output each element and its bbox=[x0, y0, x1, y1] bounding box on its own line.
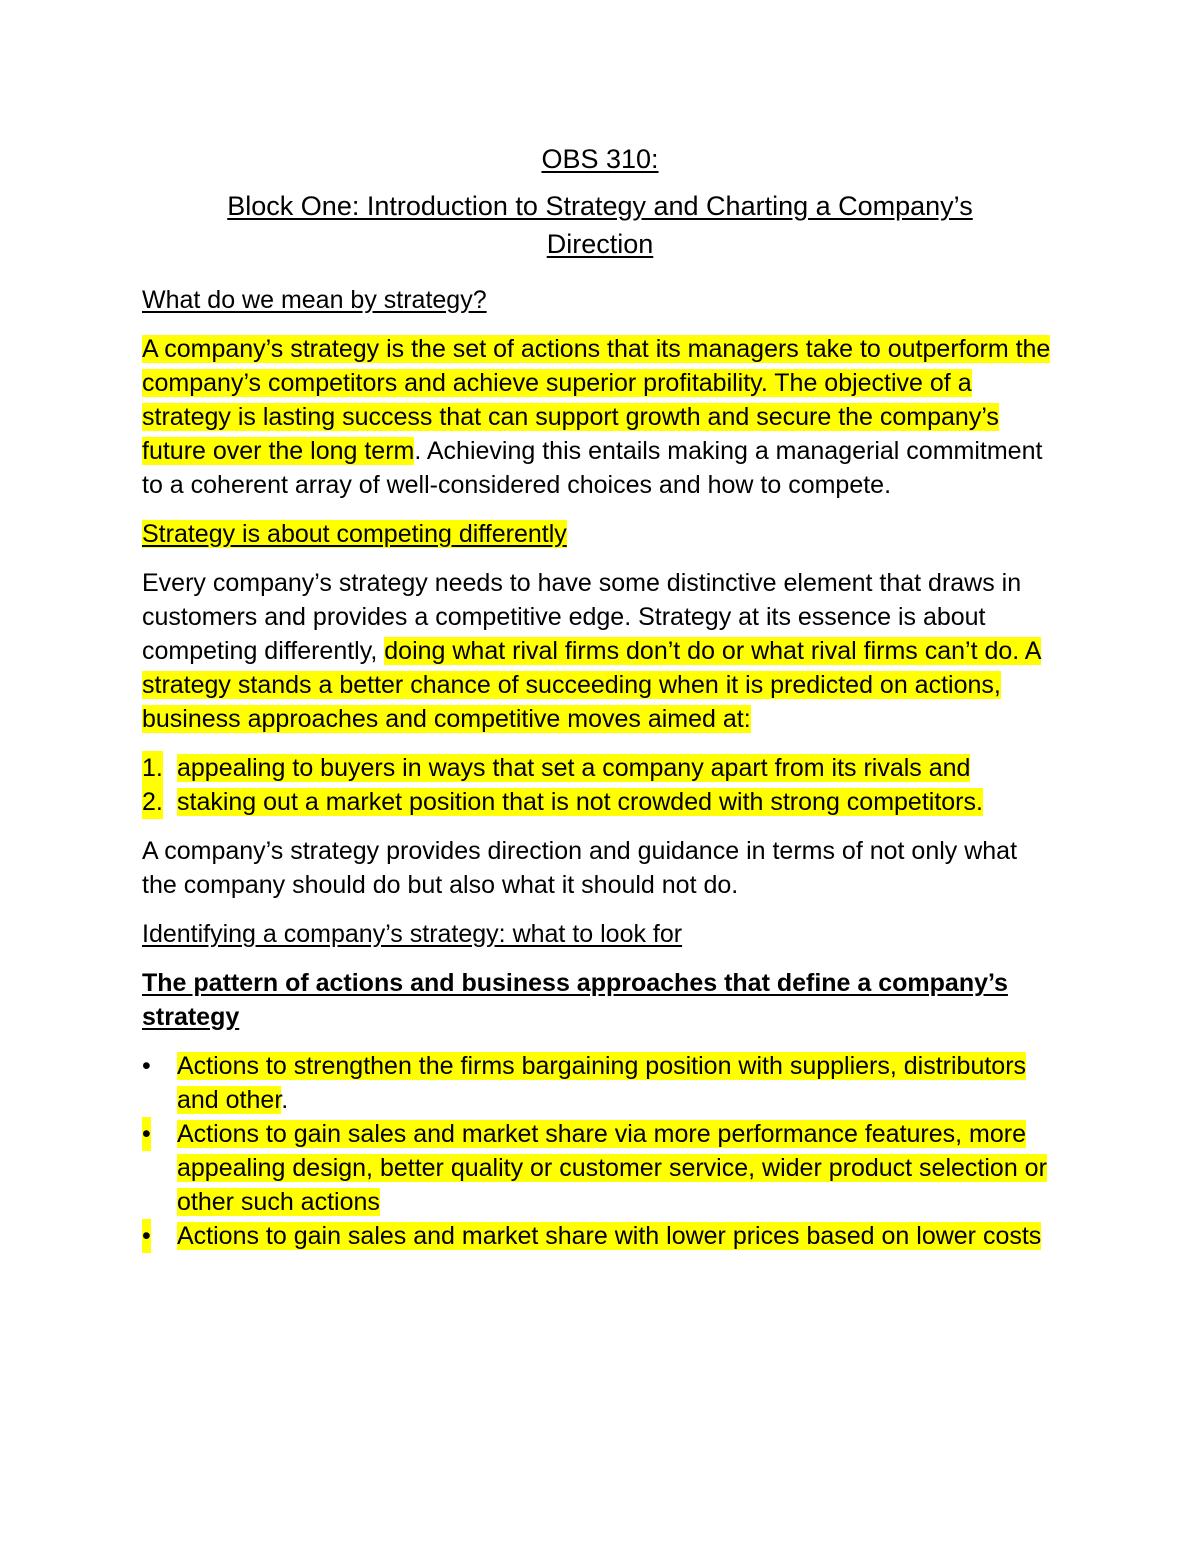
list-item bbox=[142, 785, 1058, 819]
list-item-text: Actions to gain sales and market share via more performance features, more appealing design, better quality or customer service, wider product selection or other such actions bbox=[177, 1120, 1047, 1216]
bullet-icon: • bbox=[142, 1117, 151, 1151]
list-item-number: 1. bbox=[142, 751, 163, 785]
list-item-text: Actions to strengthen the firms bargaining position with suppliers, distributors and other bbox=[177, 1052, 1027, 1114]
bold-heading-text: The pattern of actions and business approaches that define a company’s strategy bbox=[142, 969, 1008, 1031]
section-heading-text: What do we mean by strategy? bbox=[142, 286, 487, 314]
section-heading-strategy-meaning bbox=[142, 283, 1058, 317]
document-subtitle-line2: Direction bbox=[546, 229, 654, 259]
plain-text: A company’s strategy provides direction and guidance in terms of not only what the company should do but also what it should not do. bbox=[142, 837, 1018, 899]
section-heading-identifying-strategy bbox=[142, 917, 1058, 951]
list-item-number: 2. bbox=[142, 785, 163, 819]
list-item-text-rest: . bbox=[281, 1086, 289, 1114]
list-item bbox=[142, 1117, 1058, 1219]
list-item-text: appealing to buyers in ways that set a company apart from its rivals and bbox=[177, 754, 971, 782]
plain-text: Every company’s strategy needs to have some distinctive element that draws in customers and provides a competitive edge. Strategy at its essence is about competing differently, bbox=[142, 569, 1022, 665]
document-subtitle-line1: Block One: Introduction to Strategy and Charting a Company’s bbox=[227, 191, 973, 221]
section-heading-competing-differently bbox=[142, 517, 1058, 551]
list-item bbox=[142, 751, 1058, 785]
bold-heading-pattern-of-actions bbox=[142, 966, 1058, 1034]
highlighted-text: doing what rival firms don’t do or what rival firms can’t do. A strategy stands a better chance of succeeding when it is predicted on actions, business approaches and competitive moves aimed at: bbox=[142, 637, 1042, 733]
list-item-text: staking out a market position that is not crowded with strong competitors. bbox=[177, 788, 983, 816]
paragraph-direction-guidance bbox=[142, 834, 1058, 902]
list-item bbox=[142, 1219, 1058, 1253]
bullet-list bbox=[142, 1049, 1058, 1253]
paragraph-strategy-definition bbox=[142, 332, 1058, 502]
highlighted-text: A company’s strategy is the set of actions that its managers take to outperform the company’s competitors and achieve superior profitability. The objective of a strategy is lasting success that can support growth and secure the company’s future over the long term bbox=[142, 335, 1051, 465]
document-title bbox=[142, 140, 1058, 178]
section-heading-text: Strategy is about competing differently bbox=[142, 520, 567, 548]
bullet-icon: • bbox=[142, 1219, 151, 1253]
list-item-text: Actions to gain sales and market share with lower prices based on lower costs bbox=[177, 1222, 1042, 1250]
paragraph-distinctive-element bbox=[142, 566, 1058, 736]
list-item bbox=[142, 1049, 1058, 1117]
plain-text: . Achieving this entails making a managerial commitment to a coherent array of well-considered choices and how to compete. bbox=[142, 437, 1043, 499]
section-heading-text: Identifying a company’s strategy: what to look for bbox=[142, 920, 683, 948]
document-title-text: OBS 310: bbox=[541, 144, 659, 174]
bullet-icon: • bbox=[142, 1052, 151, 1080]
numbered-list bbox=[142, 751, 1058, 819]
document-subtitle bbox=[142, 187, 1058, 263]
